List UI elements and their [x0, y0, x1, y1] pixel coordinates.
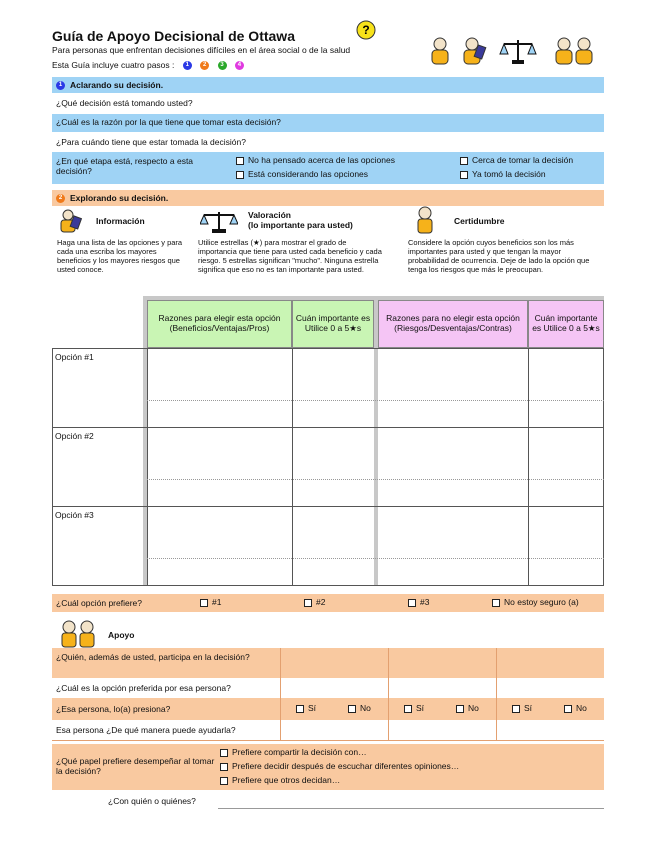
- yes-label: Sí: [416, 703, 425, 713]
- pressure-no-3[interactable]: [564, 703, 587, 713]
- stage-option-close[interactable]: [460, 155, 573, 165]
- info-title: Información: [96, 216, 145, 226]
- step-4-badge: 4: [235, 61, 244, 70]
- header-figures-icon: [428, 36, 604, 66]
- option-1-pros-field[interactable]: [148, 349, 292, 427]
- stage-option-label: Cerca de tomar la decisión: [472, 155, 574, 165]
- support-preferred-label: ¿Cuál es la opción preferida por esa persona?: [56, 683, 231, 693]
- role-option-label: Prefiere decidir después de escuchar diferentes opiniones…: [232, 761, 460, 771]
- prefer-option-2[interactable]: [304, 597, 325, 607]
- checkbox[interactable]: [404, 705, 412, 713]
- checkbox[interactable]: [220, 777, 228, 785]
- step-1-badge: 1: [183, 61, 192, 70]
- info-text: Haga una lista de las opciones y para cada una escriba los mayores beneficios y los mayores riesgos que usted conoce.: [57, 238, 183, 274]
- prefer-option-label: #2: [316, 597, 326, 607]
- checkbox[interactable]: [304, 599, 312, 607]
- prefer-option-3[interactable]: [408, 597, 429, 607]
- step-2-badge: 2: [200, 61, 209, 70]
- option-2-label: Opción #2: [55, 431, 94, 441]
- option-1-pros-importance-field[interactable]: [293, 349, 374, 427]
- checkbox[interactable]: [220, 749, 228, 757]
- pros-header: Razones para elegir esta opción (Beneficios/Ventajas/Pros): [147, 300, 292, 348]
- valuation-title-block: [248, 210, 353, 230]
- role-row: [52, 744, 604, 790]
- question-stage-label: ¿En qué etapa está, respecto a esta decisión?: [56, 156, 194, 177]
- certainty-title: Certidumbre: [454, 216, 505, 226]
- pressure-no-2[interactable]: [456, 703, 479, 713]
- support-title: Apoyo: [108, 630, 135, 640]
- checkbox[interactable]: [236, 171, 244, 179]
- who-question: ¿Con quién o quiénes?: [108, 796, 196, 806]
- yes-label: Sí: [308, 703, 317, 713]
- role-option-label: Prefiere que otros decidan…: [232, 775, 341, 785]
- checkbox[interactable]: [200, 599, 208, 607]
- support-pressure-row: [52, 698, 604, 720]
- checkbox[interactable]: [564, 705, 572, 713]
- two-people-icon: [60, 620, 100, 648]
- prefer-option-1[interactable]: [200, 597, 221, 607]
- valuation-subtitle: (lo importante para usted): [248, 220, 353, 231]
- certainty-text: Considere la opción cuyos beneficios son los más importantes para usted y que tengan la mayor probabilidad de ocurrencia. Deje de lado la opción que tenga los riesgos que más le preocupan.: [408, 238, 590, 274]
- preferred-option-row: [52, 594, 604, 612]
- valuation-title: Valoración: [248, 210, 291, 220]
- stage-option-not-thought[interactable]: [236, 155, 395, 165]
- section-2-number: 2: [56, 194, 65, 203]
- cons-importance-header: Cuán importante es Utilice 0 a 5★s: [528, 300, 604, 348]
- no-label: No: [576, 703, 587, 713]
- checkbox[interactable]: [512, 705, 520, 713]
- stage-option-label: Está considerando las opciones: [248, 169, 369, 179]
- checkbox[interactable]: [492, 599, 500, 607]
- role-option-label: Prefiere compartir la decisión con…: [232, 747, 367, 757]
- pressure-yes-1[interactable]: [296, 703, 316, 713]
- pros-importance-header: Cuán importante es Utilice 0 a 5★s: [292, 300, 374, 348]
- step-3-badge: 3: [218, 61, 227, 70]
- stage-option-label: No ha pensado acerca de las opciones: [248, 155, 395, 165]
- checkbox[interactable]: [296, 705, 304, 713]
- question-stage: [52, 152, 604, 184]
- role-option-others[interactable]: [220, 775, 340, 785]
- option-1-cons-importance-field[interactable]: [529, 349, 604, 427]
- option-3-label: Opción #3: [55, 510, 94, 520]
- section-2-header: [52, 190, 604, 206]
- support-preferred-row: [52, 678, 604, 698]
- scale-icon: [200, 210, 238, 234]
- who-answer-line[interactable]: [218, 808, 604, 809]
- question-reason: [52, 114, 604, 132]
- thinking-person-icon: [416, 206, 434, 234]
- support-help-label: Esa persona ¿De qué manera puede ayudarla?: [56, 725, 236, 735]
- checkbox[interactable]: [220, 763, 228, 771]
- section-1-number: 1: [56, 81, 65, 90]
- checkbox[interactable]: [460, 171, 468, 179]
- question-deadline-label: ¿Para cuándo tiene que estar tomada la decisión?: [56, 137, 246, 147]
- no-label: No: [468, 703, 479, 713]
- option-1-cons-field[interactable]: [378, 349, 528, 427]
- checkbox[interactable]: [456, 705, 464, 713]
- option-1-label: Opción #1: [55, 352, 94, 362]
- role-option-listen[interactable]: [220, 761, 459, 771]
- stage-option-decided[interactable]: [460, 169, 546, 179]
- prefer-not-sure[interactable]: [492, 597, 579, 607]
- question-decision: [52, 95, 604, 113]
- section-2-title: Explorando su decisión.: [70, 193, 169, 203]
- pressure-no-1[interactable]: [348, 703, 371, 713]
- section-1-title: Aclarando su decisión.: [70, 80, 164, 90]
- question-decision-label: ¿Qué decisión está tomando usted?: [56, 98, 193, 108]
- cons-header: Razones para no elegir esta opción (Riesgos/Desventajas/Contras): [378, 300, 528, 348]
- person-reading-icon: [58, 208, 84, 234]
- svg-text:?: ?: [362, 23, 370, 37]
- support-who-row: [52, 648, 604, 678]
- support-pressure-label: ¿Esa persona, lo(a) presiona?: [56, 704, 171, 714]
- question-reason-label: ¿Cuál es la razón por la que tiene que tomar esta decisión?: [56, 117, 281, 127]
- checkbox[interactable]: [408, 599, 416, 607]
- preferred-option-question: ¿Cuál opción prefiere?: [56, 598, 142, 608]
- stage-option-label: Ya tomó la decisión: [472, 169, 546, 179]
- section-1-header: [52, 77, 604, 93]
- checkbox[interactable]: [460, 157, 468, 165]
- stage-option-considering[interactable]: [236, 169, 368, 179]
- page-subtitle: Para personas que enfrentan decisiones difíciles en el área social o de la salud: [52, 45, 351, 55]
- yes-label: Sí: [524, 703, 533, 713]
- support-help-row: [52, 720, 604, 740]
- steps-label: Esta Guía incluye cuatro pasos :: [52, 60, 175, 70]
- role-question: ¿Qué papel prefiere desempeñar al tomar la decisión?: [56, 756, 215, 777]
- steps-line: [52, 60, 244, 70]
- checkbox[interactable]: [236, 157, 244, 165]
- role-option-share[interactable]: [220, 747, 367, 757]
- prefer-option-label: No estoy seguro (a): [504, 597, 579, 607]
- valuation-text: Utilice estrellas (★) para mostrar el grado de importancia que tiene para usted cada beneficio y cada riesgo. 5 estrellas significan "mucho". Ninguna estrella significa que eso no es tan importante para usted.: [198, 238, 382, 274]
- question-deadline: [52, 134, 604, 152]
- checkbox[interactable]: [348, 705, 356, 713]
- prefer-option-label: #1: [212, 597, 222, 607]
- options-table: [52, 296, 604, 586]
- page-title: Guía de Apoyo Decisional de Ottawa: [52, 28, 295, 44]
- prefer-option-label: #3: [420, 597, 430, 607]
- support-who-label: ¿Quién, además de usted, participa en la decisión?: [56, 652, 250, 662]
- pressure-yes-3[interactable]: [512, 703, 532, 713]
- no-label: No: [360, 703, 371, 713]
- pressure-yes-2[interactable]: [404, 703, 424, 713]
- question-icon: [356, 20, 376, 40]
